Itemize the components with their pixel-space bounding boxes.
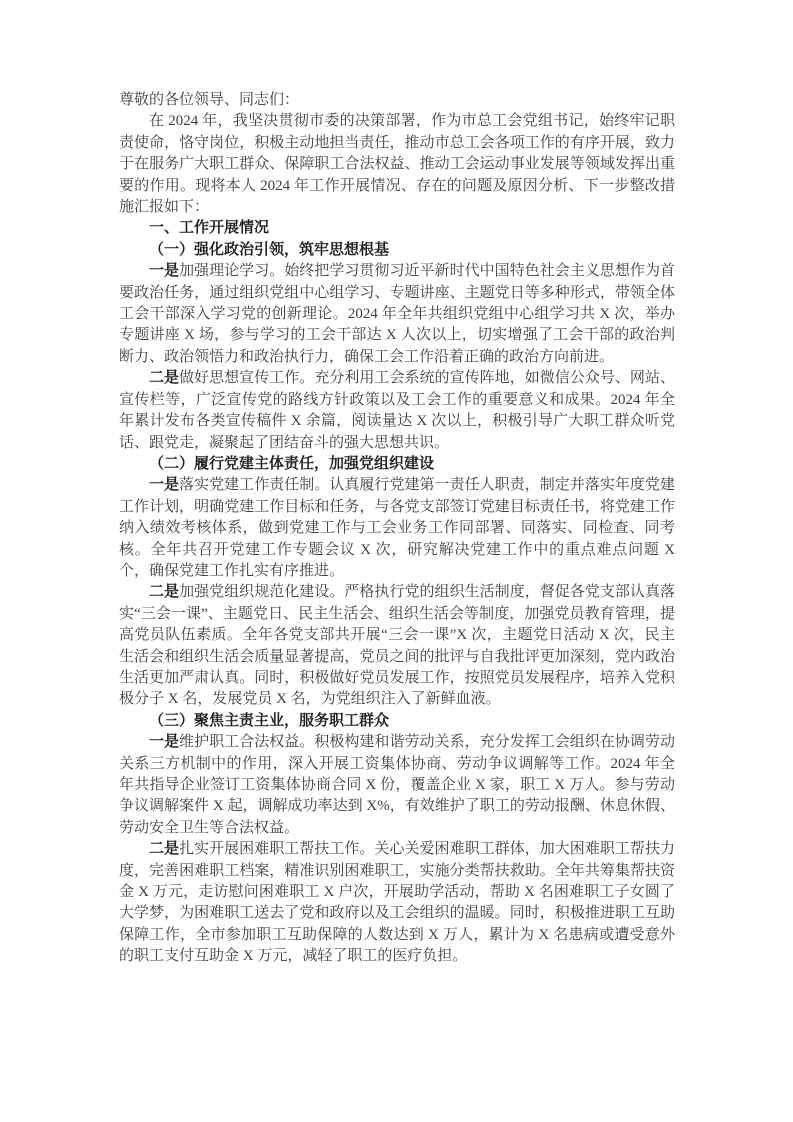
- salutation: 尊敬的各位领导、同志们：: [119, 92, 300, 108]
- subsection-3-item-1: [119, 732, 675, 839]
- subsection-1-title: （一）强化政治引领，筑牢思想根基: [149, 241, 390, 258]
- subsection-2-item-2: [119, 582, 675, 710]
- section-1-title: 一、工作开展情况: [149, 220, 270, 237]
- subsection-1-item-1: [119, 261, 675, 368]
- item-text: 做好思想宣传工作。充分利用工会系统的宣传阵地，如微信公众号、网站、宣传栏等，广泛宣传党的路线方针政策以及工会工作的重要意义和成果。2024 年全年累计发布各类宣传稿件 X 余篇，阅读量达 X 次以上，积极引导广大职工群众听党话、跟党走，凝聚起了团结奋斗的强大思想共识。: [119, 370, 675, 451]
- item-lead: 一是: [149, 263, 180, 280]
- subsection-3-item-2: [119, 839, 675, 967]
- item-text: 维护职工合法权益。积极构建和谐劳动关系，充分发挥工会组织在协调劳动关系三方机制中的作用，深入开展工资集体协商、劳动争议调解等工作。2024 年全年共指导企业签订工资集体协商合同 X 份，覆盖企业 X 家，职工 X 万人。参与劳动争议调解案件 X 起，调解成功率达到 X%，有效维护了职工的劳动报酬、休息休假、劳动安全卫生等合法权益。: [119, 734, 675, 836]
- item-lead: 一是: [149, 734, 180, 751]
- item-text: 扎实开展困难职工帮扶工作。关心关爱困难职工群体，加大困难职工帮扶力度，完善困难职工档案，精准识别困难职工，实施分类帮扶救助。全年共筹集帮扶资金 X 万元，走访慰问困难职工 X 户次，开展助学活动，帮助 X 名困难职工子女圆了大学梦，为困难职工送去了党和政府以及工会组织的温暖。同时，积极推进职工互助保障工作，全市参加职工互助保障的人数达到 X 万人，累计为 X 名患病或遭受意外的职工支付互助金 X 万元，减轻了职工的医疗负担。: [119, 841, 675, 965]
- item-text: 加强理论学习。始终把学习贯彻习近平新时代中国特色社会主义思想作为首要政治任务，通过组织党组中心组学习、专题讲座、主题党日等多种形式，带领全体工会干部深入学习党的创新理论。2024 年全年共组织党组中心组学习共 X 次，举办专题讲座 X 场，参与学习的工会干部达 X 人次以上，切实增强了工会干部的政治判断力、政治领悟力和政治执行力，确保工会工作沿着正确的政治方向前进。: [119, 263, 675, 365]
- subsection-2-title: （二）履行党建主体责任，加强党组织建设: [149, 455, 435, 472]
- item-lead: 二是: [149, 841, 180, 858]
- subsection-3-title: （三）聚焦主责主业，服务职工群众: [149, 712, 390, 729]
- intro-paragraph: 在 2024 年，我坚决贯彻市委的决策部署，作为市总工会党组书记，始终牢记职责使命，恪守岗位，积极主动地担当责任，推动市总工会各项工作的有序开展，致力于在服务广大职工群众、保障职工合法权益、推动工会运动事业发展等领域发挥出重要的作用。现将本人 2024 年工作开展情况、存在的问题及原因分析、下一步整改措施汇报如下：: [119, 113, 675, 216]
- item-text: 加强党组织规范化建设。严格执行党的组织生活制度，督促各党支部认真落实“三会一课”、主题党日、民主生活会、组织生活会等制度，加强党员教育管理，提高党员队伍素质。全年各党支部共开展“三会一课”X 次，主题党日活动 X 次，民主生活会和组织生活会质量显著提高，党员之间的批评与自我批评更加深刻，党内政治生活更加严肃认真。同时，积极做好党员发展工作，按照党员发展程序，培养入党积极分子 X 名，发展党员 X 名，为党组织注入了新鲜血液。: [119, 584, 675, 708]
- item-lead: 二是: [149, 584, 180, 601]
- subsection-1-item-2: [119, 368, 675, 454]
- item-lead: 一是: [149, 477, 180, 494]
- item-text: 落实党建工作责任制。认真履行党建第一责任人职责，制定并落实年度党建工作计划，明确党建工作目标和任务，与各党支部签订党建目标责任书，将党建工作纳入绩效考核体系，做到党建工作与工会业务工作同部署、同落实、同检查、同考核。全年共召开党建工作专题会议 X 次，研究解决党建工作中的重点难点问题 X 个，确保党建工作扎实有序推进。: [119, 477, 675, 579]
- subsection-2-item-1: [119, 475, 675, 582]
- item-lead: 二是: [149, 370, 180, 387]
